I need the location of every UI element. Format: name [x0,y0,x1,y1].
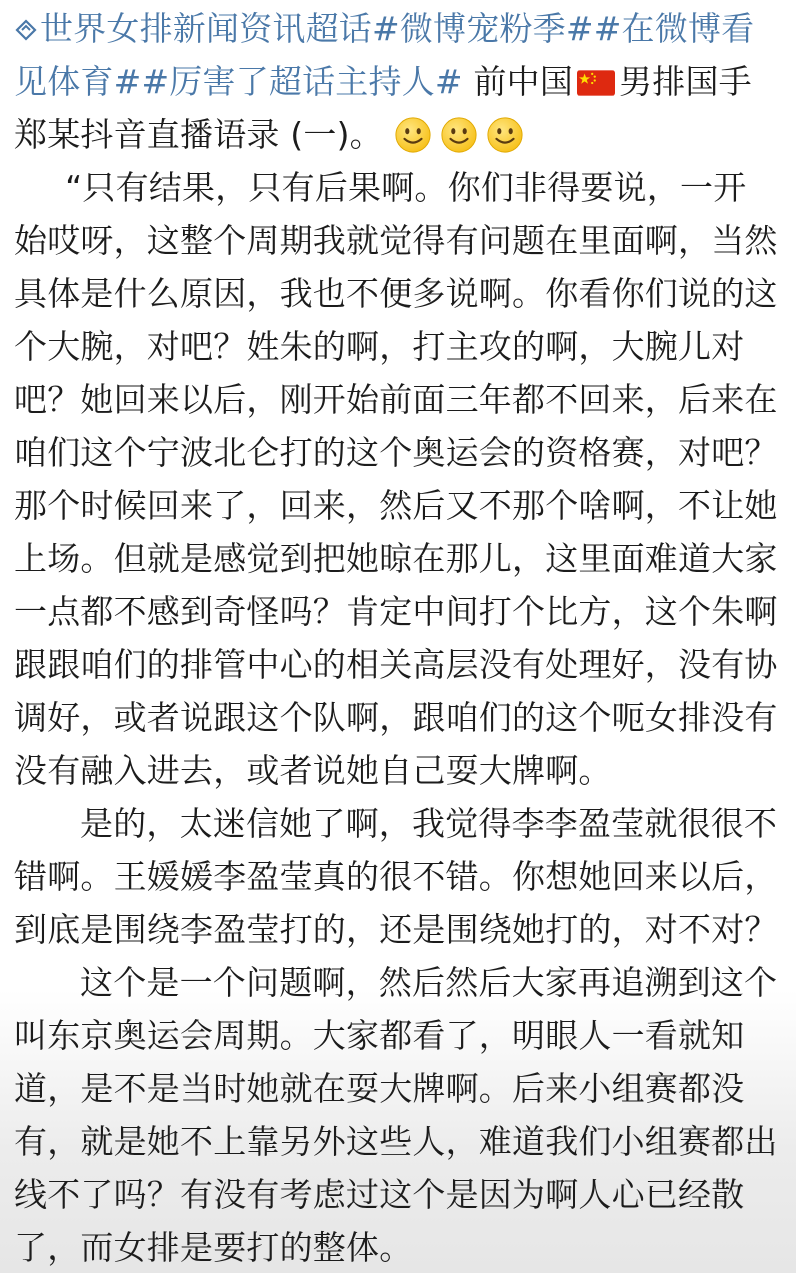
smiley-emoji-icon [440,116,478,154]
smiley-emoji-icon [486,116,524,154]
post-header [14,2,778,161]
supertopic-diamond-icon [14,18,38,42]
post-title-part-1: 前中国 [473,62,574,101]
post-paragraph: “只有结果，只有后果啊。你们非得要说，一开始哎呀，这整个周期我就觉得有问题在里面啊，当然具体是什么原因，我也不便多说啊。你看你们说的这个大腕，对吧？姓朱的啊，打主攻的啊，大腕儿对吧？她回来以后，刚开始前面三年都不回来，后来在咱们这个宁波北仑打的这个奥运会的资格赛，对吧？那个时候回来了，回来，然后又不那个啥啊，不让她上场。但就是感觉到把她晾在那儿，这里面难道大家一点都不感到奇怪吗？肯定中间打个比方，这个朱啊跟跟咱们的排管中心的相关高层没有处理好，没有协调好，或者说跟这个队啊，跟咱们的这个呃女排没有没有融入进去，或者说她自己耍大牌啊。 [14,168,778,790]
post-title-part-2: 男排国手郑某抖音直播语录 (一)。 [14,62,752,154]
smiley-emoji-icon [394,116,432,154]
post-paragraph: 是的，太迷信她了啊，我觉得李李盈莹就很很不错啊。王媛媛李盈莹真的很不错。你想她回来以后，到底是围绕李盈莹打的，还是围绕她打的，对不对？ [14,804,778,949]
china-flag-icon [577,70,615,96]
topic-tags-text[interactable]: 世界女排新闻资讯超话#微博宠粉季##在微博看见体育##厉害了超话主持人# [14,9,755,101]
post-paragraph: 这个是一个问题啊，然后然后大家再追溯到这个叫东京奥运会周期。大家都看了，明眼人一看就知道，是不是当时她就在耍大牌啊。后来小组赛都没有，就是她不上靠另外这些人，难道我们小组赛都出线不了吗？有没有考虑过这个是因为啊人心已经散了，而女排是要打的整体。 [14,963,778,1267]
